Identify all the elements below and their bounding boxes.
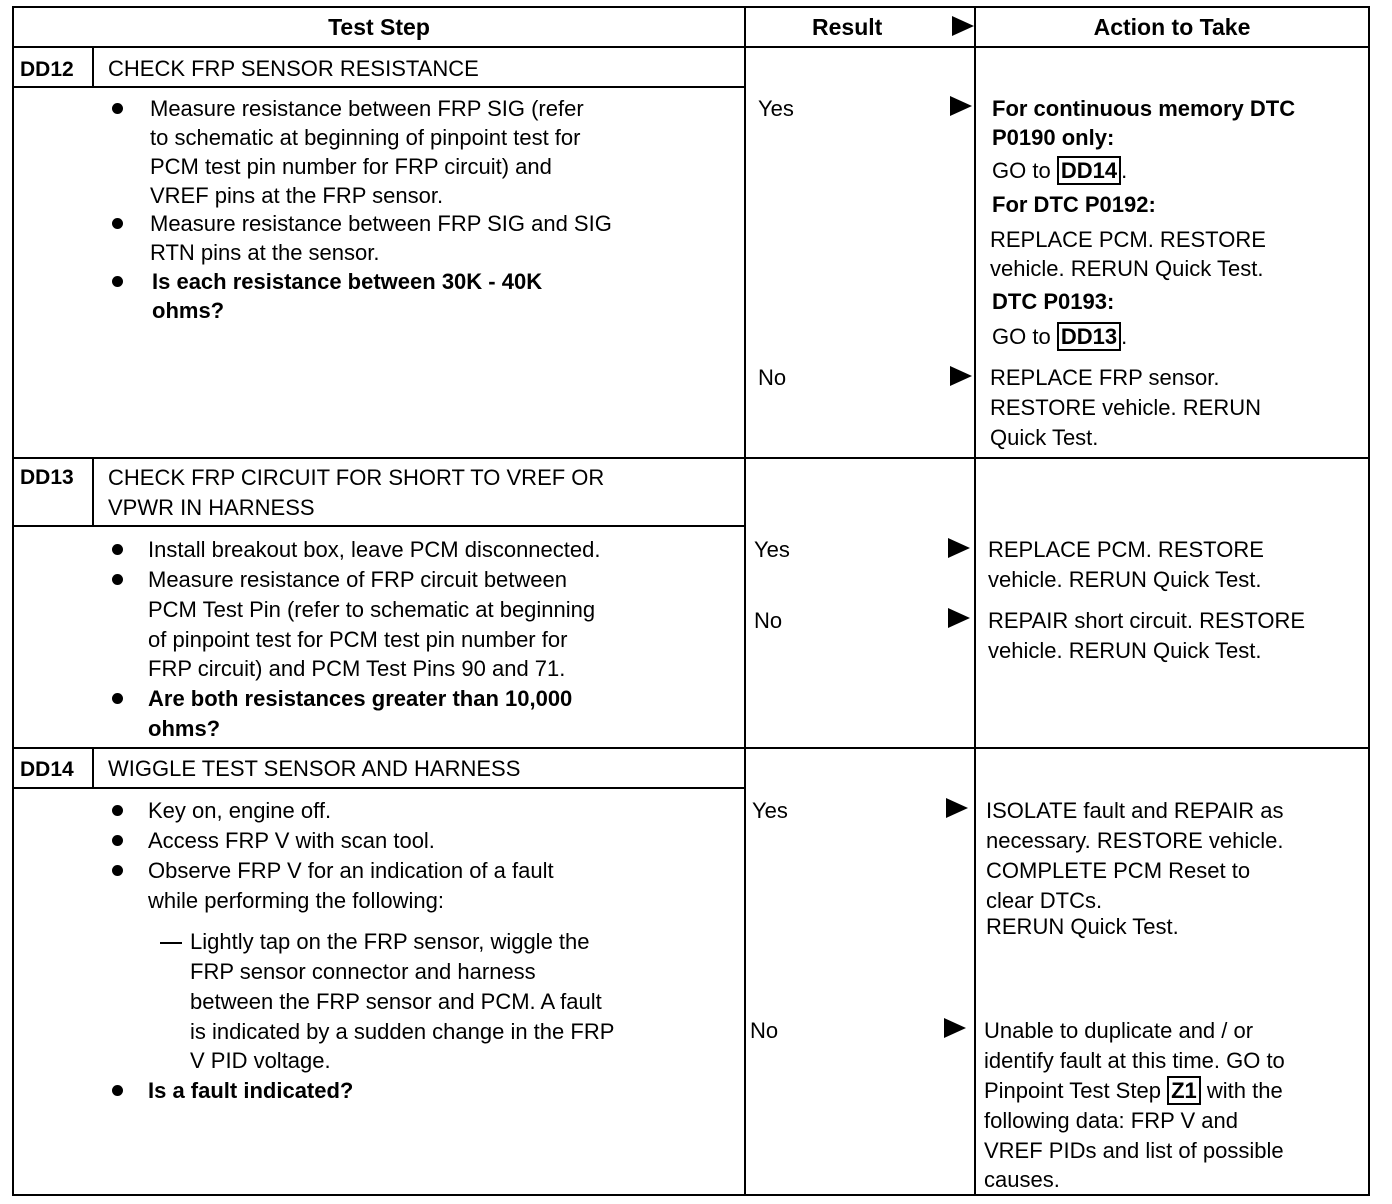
dd14-line-9: V PID voltage. xyxy=(190,1048,331,1073)
bullet-icon xyxy=(112,865,123,876)
arrow-icon xyxy=(950,96,972,116)
dd12-yes-action-1: For continuous memory DTC xyxy=(992,96,1296,121)
step-title-dd13-2: VPWR IN HARNESS xyxy=(108,495,315,520)
dd12-yes-action-6: vehicle. RERUN Quick Test. xyxy=(990,256,1264,281)
dd12-line-1: Measure resistance between FRP SIG (refer xyxy=(150,96,584,121)
bullet-icon xyxy=(112,544,123,555)
step-title-dd12: CHECK FRP SENSOR RESISTANCE xyxy=(108,56,479,81)
dd12-yes-action-3 xyxy=(992,156,1127,186)
step-id-divider xyxy=(92,749,94,787)
dd14-yes-action-2: necessary. RESTORE vehicle. xyxy=(986,828,1284,853)
bullet-icon xyxy=(112,218,123,229)
arrow-icon xyxy=(944,1018,966,1038)
step-ref-z1[interactable]: Z1 xyxy=(1167,1076,1201,1105)
dd14-line-8: is indicated by a sudden change in the FRP xyxy=(190,1019,615,1044)
dd13-no-action-2: vehicle. RERUN Quick Test. xyxy=(988,638,1262,663)
dd12-no-action-2: RESTORE vehicle. RERUN xyxy=(990,395,1261,420)
dd14-line-4: while performing the following: xyxy=(148,888,444,913)
dd12-line-3: PCM test pin number for FRP circuit) and xyxy=(150,154,552,179)
dd14-line-1: Key on, engine off. xyxy=(148,798,332,823)
dd13-line-5: FRP circuit) and PCM Test Pins 90 and 71. xyxy=(148,656,566,681)
dd12-line-2: to schematic at beginning of pinpoint test for xyxy=(150,125,581,150)
step-ref-dd14[interactable]: DD14 xyxy=(1057,156,1121,185)
dd13-line-2: Measure resistance of FRP circuit between xyxy=(148,567,567,592)
dd14-no-action-4: following data: FRP V and xyxy=(984,1108,1238,1133)
dd12-yes-action-7: DTC P0193: xyxy=(992,289,1115,314)
dd13-yes-label: Yes xyxy=(754,537,790,562)
bullet-icon xyxy=(112,574,123,585)
arrow-icon xyxy=(946,798,968,818)
step-id-divider xyxy=(92,459,94,525)
header-test-step: Test Step xyxy=(328,14,430,40)
dd14-yes-action-1: ISOLATE fault and REPAIR as xyxy=(986,798,1284,823)
dd14-no-action-6: causes. xyxy=(984,1167,1060,1192)
dd12-no-action-1: REPLACE FRP sensor. xyxy=(990,365,1220,390)
dd14-no-action-5: VREF PIDs and list of possible xyxy=(984,1138,1284,1163)
dd13-yes-action-2: vehicle. RERUN Quick Test. xyxy=(988,567,1262,592)
dd13-no-label: No xyxy=(754,608,783,633)
dd14-line-2: Access FRP V with scan tool. xyxy=(148,828,435,853)
step-id-divider xyxy=(92,48,94,86)
diagnostic-table xyxy=(12,6,1370,1196)
dd12-yes-action-8 xyxy=(992,322,1127,352)
goto-text: GO to xyxy=(992,324,1051,349)
dd13-line-1: Install breakout box, leave PCM disconnected. xyxy=(148,537,601,562)
bullet-icon xyxy=(112,835,123,846)
bullet-icon xyxy=(112,1085,123,1096)
bullet-icon xyxy=(112,276,123,287)
arrow-icon xyxy=(948,538,970,558)
with-the-text: with the xyxy=(1206,1078,1283,1103)
period-text: . xyxy=(1121,158,1128,183)
dash-icon xyxy=(160,942,182,944)
arrow-icon xyxy=(950,366,972,386)
dd13-line-7: ohms? xyxy=(148,716,221,741)
dd14-yes-action-3: COMPLETE PCM Reset to xyxy=(986,858,1251,883)
col-divider-result xyxy=(744,8,746,1194)
bullet-icon xyxy=(112,805,123,816)
dd13-line-3: PCM Test Pin (refer to schematic at beginning xyxy=(148,597,596,622)
dd12-line-6: RTN pins at the sensor. xyxy=(150,240,380,265)
dd12-no-action-3: Quick Test. xyxy=(990,425,1099,450)
header-arrow-icon xyxy=(952,16,974,36)
bullet-icon xyxy=(112,693,123,704)
dd12-line-8: ohms? xyxy=(152,298,225,323)
dd12-line-4: VREF pins at the FRP sensor. xyxy=(150,183,444,208)
dd12-line-7: Is each resistance between 30K - 40K xyxy=(152,269,543,294)
step-id-dd13: DD13 xyxy=(20,466,74,489)
step-title-underline xyxy=(14,86,744,88)
dd13-no-action-1: REPAIR short circuit. RESTORE xyxy=(988,608,1306,633)
dd14-no-action-3 xyxy=(984,1076,1283,1106)
bullet-icon xyxy=(112,103,123,114)
step-ref-dd13[interactable]: DD13 xyxy=(1057,322,1121,351)
dd14-line-6: FRP sensor connector and harness xyxy=(190,959,536,984)
dd14-line-5: Lightly tap on the FRP sensor, wiggle the xyxy=(190,929,590,954)
dd14-yes-label: Yes xyxy=(752,798,788,823)
dd13-line-4: of pinpoint test for PCM test pin number for xyxy=(148,627,568,652)
step-id-dd12: DD12 xyxy=(20,58,74,81)
dd13-line-6: Are both resistances greater than 10,000 xyxy=(148,686,573,711)
pinpoint-text: Pinpoint Test Step xyxy=(984,1078,1161,1103)
dd14-no-label: No xyxy=(750,1018,779,1043)
dd13-yes-action-1: REPLACE PCM. RESTORE xyxy=(988,537,1264,562)
col-divider-action xyxy=(974,8,976,1194)
arrow-icon xyxy=(948,608,970,628)
step-title-underline xyxy=(14,525,744,527)
dd14-no-action-2: identify fault at this time. GO to xyxy=(984,1048,1285,1073)
period-text: . xyxy=(1121,324,1128,349)
dd14-line-7: between the FRP sensor and PCM. A fault xyxy=(190,989,602,1014)
dd14-line-10: Is a fault indicated? xyxy=(148,1078,354,1103)
dd14-yes-action-5: RERUN Quick Test. xyxy=(986,914,1179,939)
header-divider xyxy=(14,46,1368,48)
dd14-no-action-1: Unable to duplicate and / or xyxy=(984,1018,1254,1043)
header-action: Action to Take xyxy=(1093,14,1251,40)
dd12-yes-action-5: REPLACE PCM. RESTORE xyxy=(990,227,1266,252)
dd14-yes-action-4: clear DTCs. xyxy=(986,888,1103,913)
step-title-underline xyxy=(14,787,744,789)
dd14-line-3: Observe FRP V for an indication of a fault xyxy=(148,858,554,883)
header-result: Result xyxy=(812,14,883,40)
goto-text: GO to xyxy=(992,158,1051,183)
step-title-dd13-1: CHECK FRP CIRCUIT FOR SHORT TO VREF OR xyxy=(108,465,605,490)
dd12-yes-action-2: P0190 only: xyxy=(992,125,1115,150)
dd12-no-label: No xyxy=(758,365,787,390)
dd12-yes-label: Yes xyxy=(758,96,794,121)
step-divider xyxy=(14,457,1368,459)
step-divider xyxy=(14,747,1368,749)
dd12-yes-action-4: For DTC P0192: xyxy=(992,192,1156,217)
dd12-line-5: Measure resistance between FRP SIG and SIG xyxy=(150,211,612,236)
step-id-dd14: DD14 xyxy=(20,758,74,781)
step-title-dd14: WIGGLE TEST SENSOR AND HARNESS xyxy=(108,756,521,781)
